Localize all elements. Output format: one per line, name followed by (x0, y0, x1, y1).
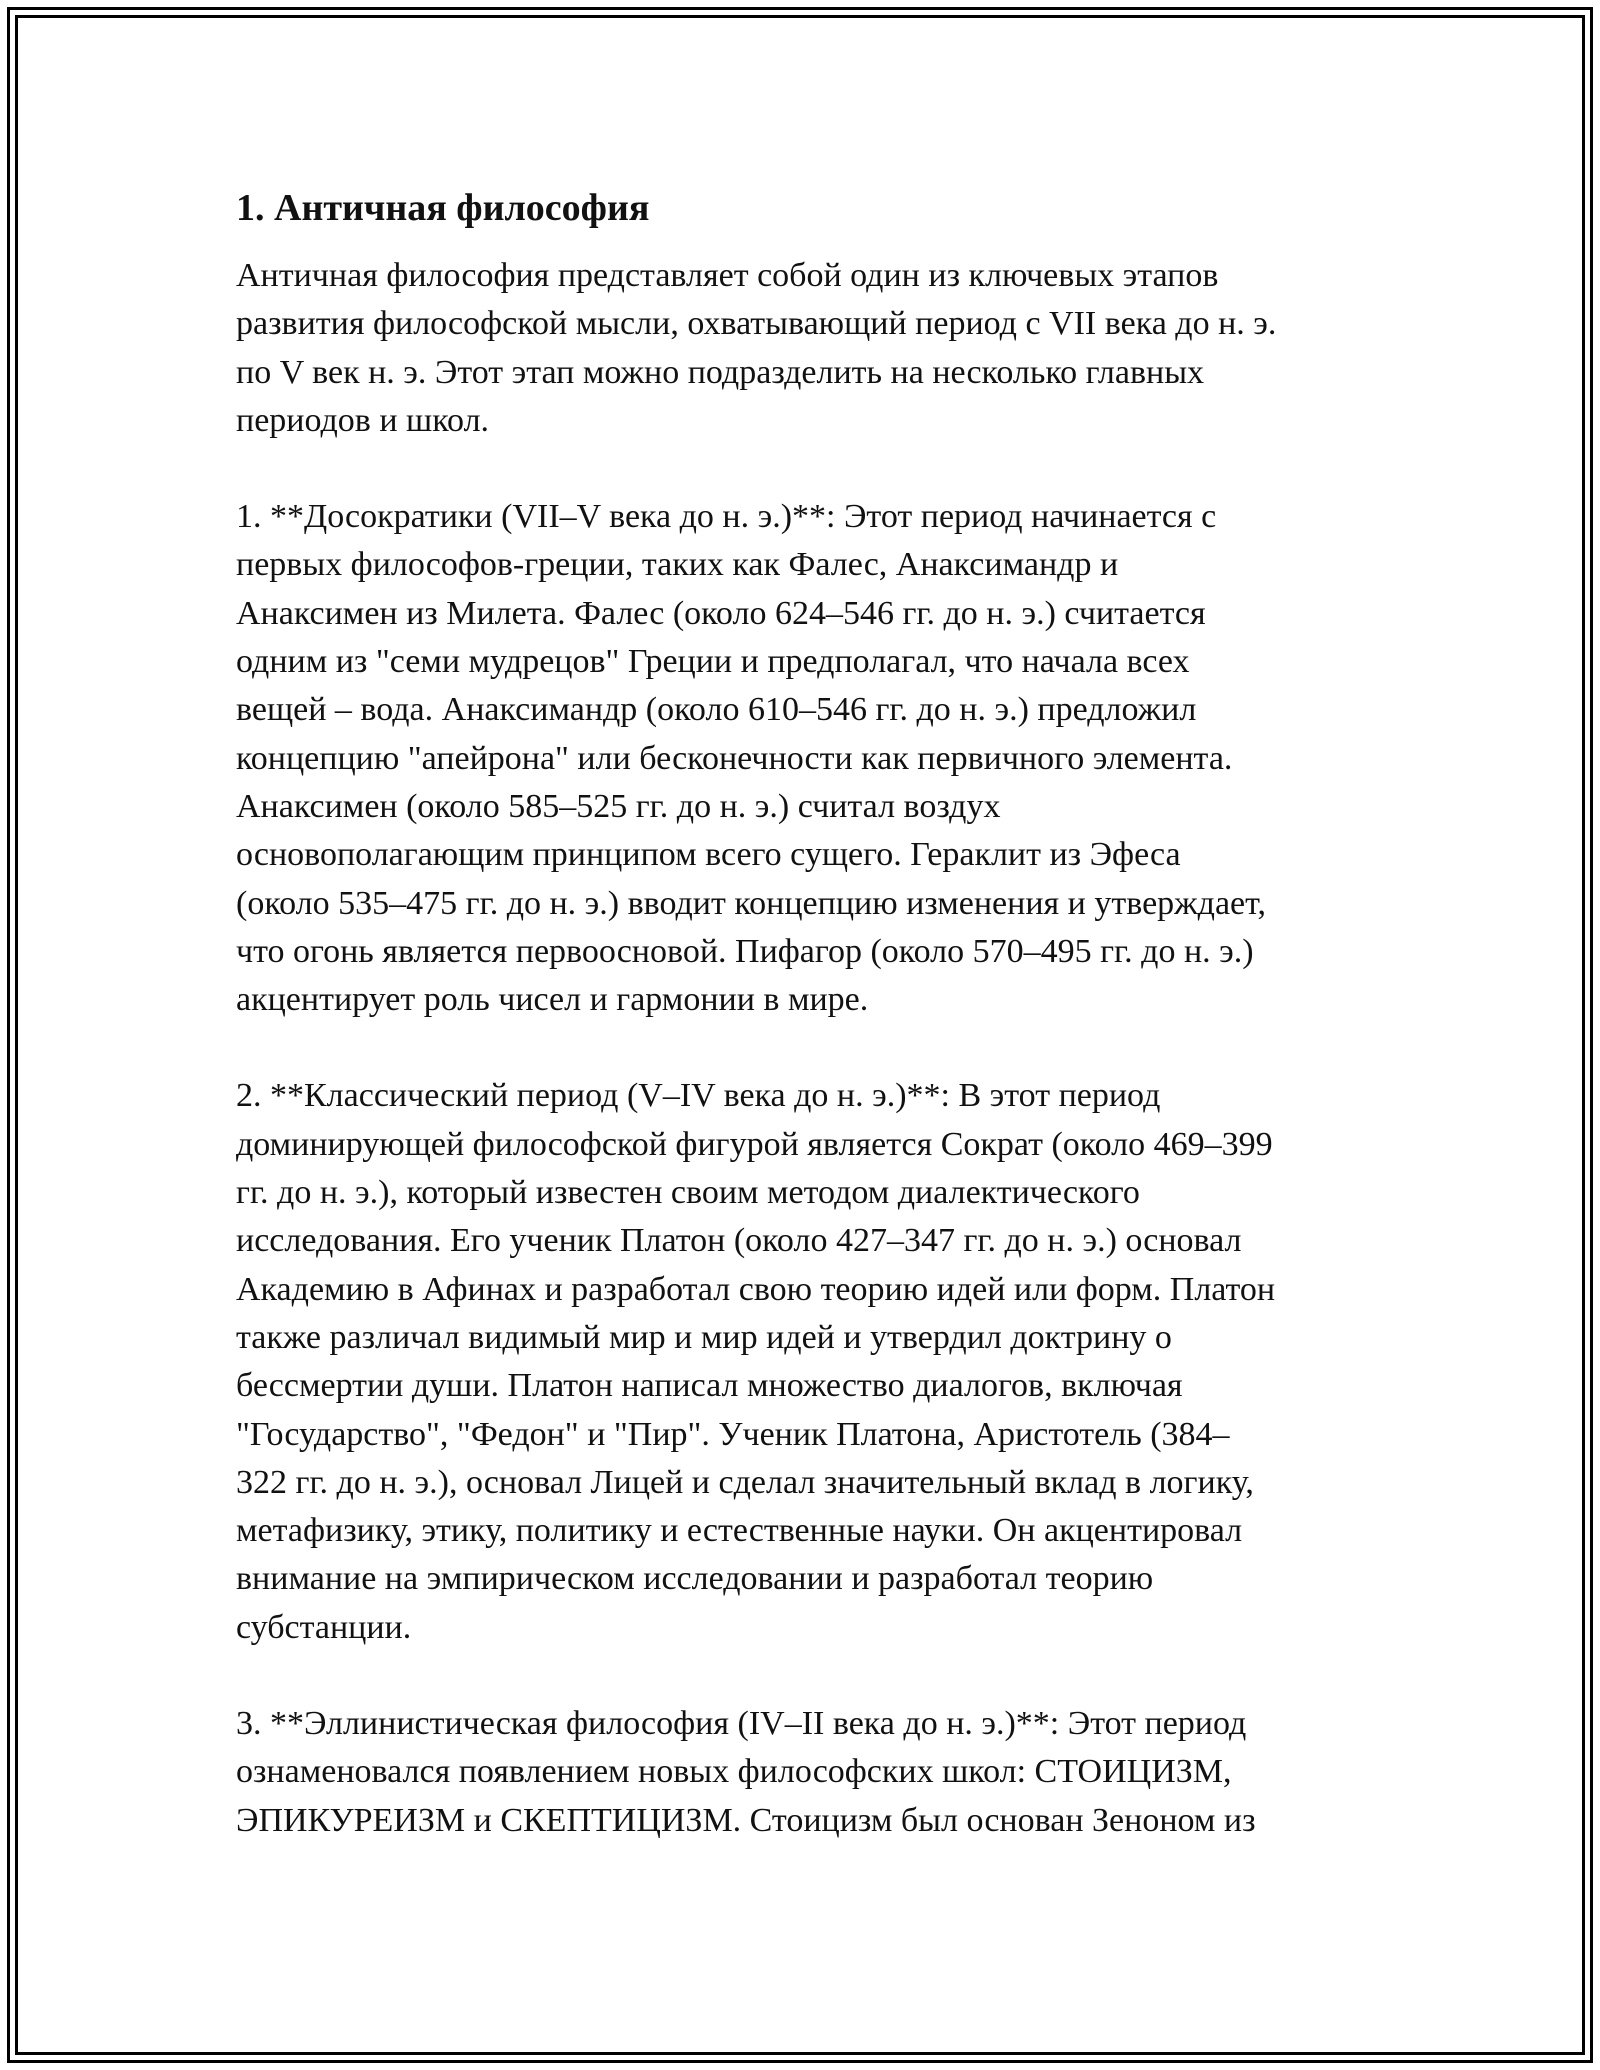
classical-period-paragraph: 2. **Классический период (V–IV века до н. э.)**: В этот период доминирующей философской фигурой является Сократ (около 469–399 гг. до н. э.), который известен своим методом диалектического исследования. Его ученик Платон (около 427–347 гг. до н. э.) основал Академию в Афинах и разработал свою теорию идей или форм. Платон также различал видимый мир и мир идей и утвердил доктрину о бессмертии души. Платон написал множество диалогов, включая "Государство", "Федон" и "Пир". Ученик Платона, Аристотель (384– 322 гг. до н. э.), основал Лицей и сделал значительный вклад в логику, метафизику, этику, политику и естественные науки. Он акцентировал внимание на эмпирическом исследовании и разработал теорию субстанции. (236, 1077, 1276, 1646)
hellenistic-paragraph: 3. **Эллинистическая философия (IV–II века до н. э.)**: Этот период ознаменовался появлением новых философских школ: СТОИЦИЗМ, ЭПИКУРЕИЗМ и СКЕПТИЦИЗМ. Стоицизм был основан Зеноном из (236, 1705, 1256, 1839)
section-heading: 1. Античная философия (236, 187, 650, 229)
document-body (236, 184, 1376, 1845)
presocratics-paragraph: 1. **Досократики (VII–V века до н. э.)**: Этот период начинается с первых философов-греции, таких как Фалес, Анаксимандр и Анаксимен из Милета. Фалес (около 624–546 гг. до н. э.) считается одним из "семи мудрецов" Греции и предполагал, что начала всех вещей – вода. Анаксимандр (около 610–546 гг. до н. э.) предложил концепцию "апейрона" или бесконечности как первичного элемента. Анаксимен (около 585–525 гг. до н. э.) считал воздух основополагающим принципом всего сущего. Гераклит из Эфеса (около 535–475 гг. до н. э.) вводит концепцию изменения и утверждает, что огонь является первоосновой. Пифагор (около 570–495 гг. до н. э.) акцентирует роль чисел и гармонии в мире. (236, 498, 1266, 1019)
intro-paragraph: Античная философия представляет собой один из ключевых этапов развития философской мысли, охватывающий период с VII века до н. э. по V век н. э. Этот этап можно подразделить на несколько главных периодов и школ. (236, 257, 1277, 439)
